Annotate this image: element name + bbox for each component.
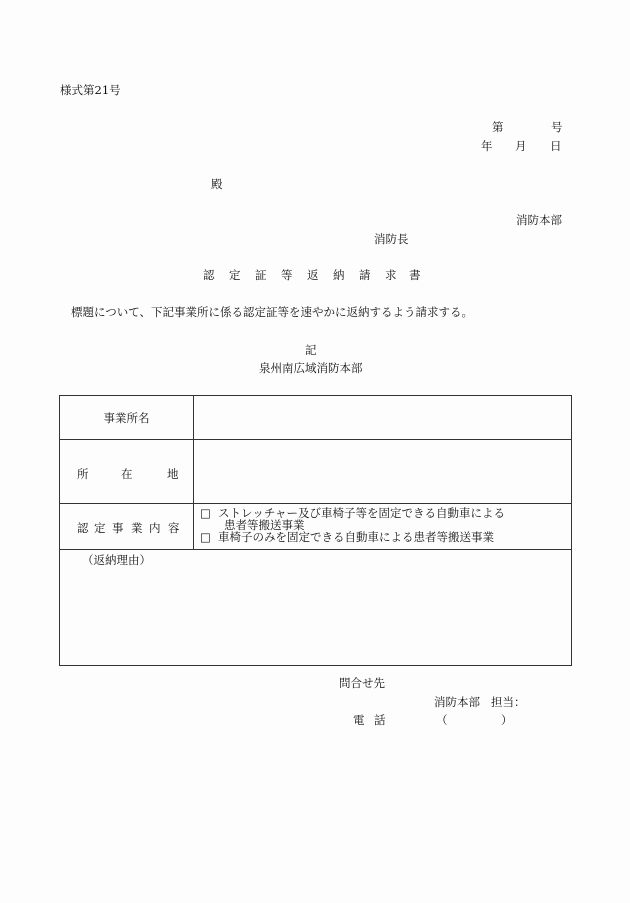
business-name-value[interactable] xyxy=(194,396,572,440)
title-char: 書 xyxy=(409,268,421,282)
table-row xyxy=(60,550,572,666)
location-char: 地 xyxy=(167,467,179,481)
option-label-cont: 患者等搬送事業 xyxy=(224,518,305,532)
checkbox-icon[interactable]: □ xyxy=(200,530,211,544)
title-char: 求 xyxy=(385,268,397,282)
option-label: 車椅子のみを固定できる自動車による患者等搬送事業 xyxy=(218,530,494,544)
contact-dept: 消防本部 xyxy=(434,695,480,709)
phone-char: 話 xyxy=(374,713,386,727)
cert-char: 事 xyxy=(112,521,124,535)
location-char: 所 xyxy=(77,467,89,481)
title-char: 認 xyxy=(203,268,215,282)
reason-label: （返納理由） xyxy=(82,553,151,567)
title-char: 証 xyxy=(255,268,267,282)
contact-heading: 問合せ先 xyxy=(339,676,385,690)
date-year: 年 xyxy=(481,139,493,153)
certification-options xyxy=(194,504,572,550)
title-char: 返 xyxy=(307,268,319,282)
body-text: 標題について、下記事業所に係る認定証等を速やかに返納するよう請求する。 xyxy=(71,305,474,319)
title-char: 定 xyxy=(229,268,241,282)
business-name-label: 事業所名 xyxy=(60,396,194,440)
title-char: 納 xyxy=(333,268,345,282)
option-item[interactable] xyxy=(200,531,571,543)
date-day: 日 xyxy=(550,139,562,153)
title-char: 等 xyxy=(281,268,293,282)
title-char: 請 xyxy=(359,268,371,282)
issuer-org: 消防本部 xyxy=(516,213,562,227)
cert-char: 容 xyxy=(168,521,180,535)
form-number: 様式第21号 xyxy=(60,83,121,97)
certification-label xyxy=(60,504,194,550)
location-value[interactable] xyxy=(194,440,572,504)
cert-char: 業 xyxy=(131,521,143,535)
details-table xyxy=(59,395,572,666)
addressee-suffix: 殿 xyxy=(211,177,223,191)
location-char: 在 xyxy=(121,467,133,481)
number-go: 号 xyxy=(551,120,563,134)
table-row xyxy=(60,396,572,440)
contact-person-label: 担当： xyxy=(491,695,526,709)
reason-cell[interactable] xyxy=(60,550,572,666)
cert-char: 内 xyxy=(149,521,161,535)
cert-char: 認 xyxy=(77,521,89,535)
date-month: 月 xyxy=(515,139,527,153)
table-row xyxy=(60,504,572,550)
phone-paren-close: ） xyxy=(501,713,513,727)
phone-paren-open: （ xyxy=(436,713,448,727)
phone-char: 電 xyxy=(353,713,365,727)
issuer-title: 消防長 xyxy=(374,232,409,246)
table-row xyxy=(60,440,572,504)
ki-mark: 記 xyxy=(305,343,317,357)
number-dai: 第 xyxy=(492,120,504,134)
option-label: ストレッチャー及び車椅子等を固定できる自動車による xyxy=(218,506,506,520)
location-label xyxy=(60,440,194,504)
headquarters-name: 泉州南広域消防本部 xyxy=(259,361,363,375)
checkbox-icon[interactable]: □ xyxy=(200,506,211,520)
cert-char: 定 xyxy=(94,521,106,535)
